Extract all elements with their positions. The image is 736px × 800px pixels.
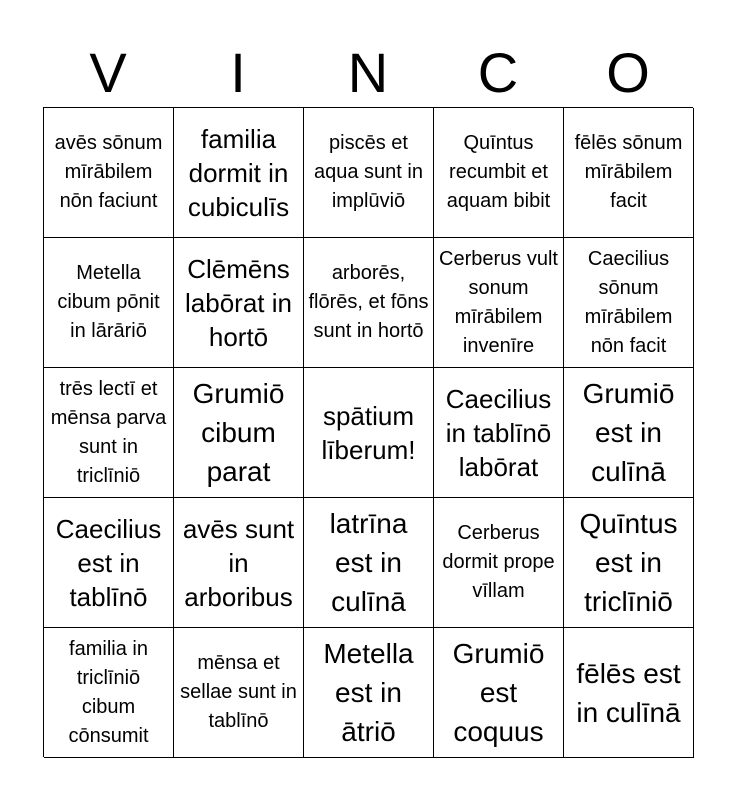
cell-text: Metella cibum pōnit in lārāriō: [57, 262, 160, 342]
bingo-cell[interactable]: [174, 108, 304, 238]
bingo-cell[interactable]: [304, 108, 434, 238]
bingo-cell[interactable]: [44, 368, 174, 498]
cell-text: piscēs et aqua sunt in implūviō: [314, 132, 423, 212]
bingo-cell[interactable]: [434, 628, 564, 758]
bingo-cell[interactable]: [434, 498, 564, 628]
cell-text: trēs lectī et mēnsa parva sunt in triclīniō: [50, 377, 167, 487]
bingo-cell[interactable]: [304, 498, 434, 628]
cell-text: avēs sunt in arboribus: [182, 513, 295, 612]
bingo-cell[interactable]: [174, 498, 304, 628]
cell-text: Caecilius in tablīnō labōrat: [445, 383, 552, 482]
cell-text: familia in triclīniō cibum cōnsumit: [68, 637, 149, 747]
bingo-cell[interactable]: [564, 628, 694, 758]
bingo-title: [43, 40, 693, 106]
title-letter-i: I: [230, 41, 246, 104]
bingo-cell[interactable]: [44, 108, 174, 238]
cell-text: Quīntus recumbit et aquam bibit: [446, 132, 551, 212]
title-letter-v: V: [89, 41, 127, 104]
bingo-cell[interactable]: [44, 628, 174, 758]
title-letter-n: N: [347, 41, 389, 104]
cell-text: Caecilius sōnum mīrābilem nōn facit: [584, 247, 673, 357]
cell-text: Caecilius est in tablīnō: [55, 513, 162, 612]
cell-text: Metella est in ātriō: [323, 638, 414, 747]
bingo-cell[interactable]: [564, 108, 694, 238]
bingo-cell[interactable]: [304, 238, 434, 368]
cell-text: fēlēs est in culīnā: [576, 657, 681, 728]
bingo-cell[interactable]: [434, 108, 564, 238]
cell-text: arborēs, flōrēs, et fōns sunt in hortō: [308, 262, 429, 342]
cell-text: Quīntus est in triclīniō: [579, 508, 678, 617]
cell-text: familia dormit in cubiculīs: [187, 123, 290, 222]
bingo-cell[interactable]: [174, 368, 304, 498]
cell-text: avēs sōnum mīrābilem nōn faciunt: [54, 132, 163, 212]
bingo-cell[interactable]: [174, 628, 304, 758]
bingo-board: [43, 107, 693, 757]
bingo-cell[interactable]: [564, 368, 694, 498]
cell-text: Cerberus vult sonum mīrābilem invenīre: [439, 247, 558, 357]
cell-text: Grumiō cibum parat: [192, 378, 285, 487]
cell-text: Grumiō est coquus: [452, 638, 545, 747]
bingo-cell[interactable]: [44, 498, 174, 628]
cell-text: Grumiō est in culīnā: [582, 378, 675, 487]
cell-text: spātium līberum!: [321, 400, 416, 465]
bingo-cell[interactable]: [44, 238, 174, 368]
bingo-cell[interactable]: [304, 628, 434, 758]
bingo-free-space[interactable]: [304, 368, 434, 498]
cell-text: latrīna est in culīnā: [329, 508, 408, 617]
title-letter-c: C: [477, 41, 519, 104]
bingo-cell[interactable]: [564, 498, 694, 628]
cell-text: Cerberus dormit prope vīllam: [442, 522, 555, 602]
bingo-cell[interactable]: [564, 238, 694, 368]
bingo-cell[interactable]: [434, 238, 564, 368]
cell-text: Clēmēns labōrat in hortō: [185, 253, 292, 352]
bingo-cell[interactable]: [434, 368, 564, 498]
bingo-cell[interactable]: [174, 238, 304, 368]
cell-text: mēnsa et sellae sunt in tablīnō: [180, 652, 297, 732]
title-letter-o: O: [606, 41, 650, 104]
cell-text: fēlēs sōnum mīrābilem facit: [574, 132, 683, 212]
